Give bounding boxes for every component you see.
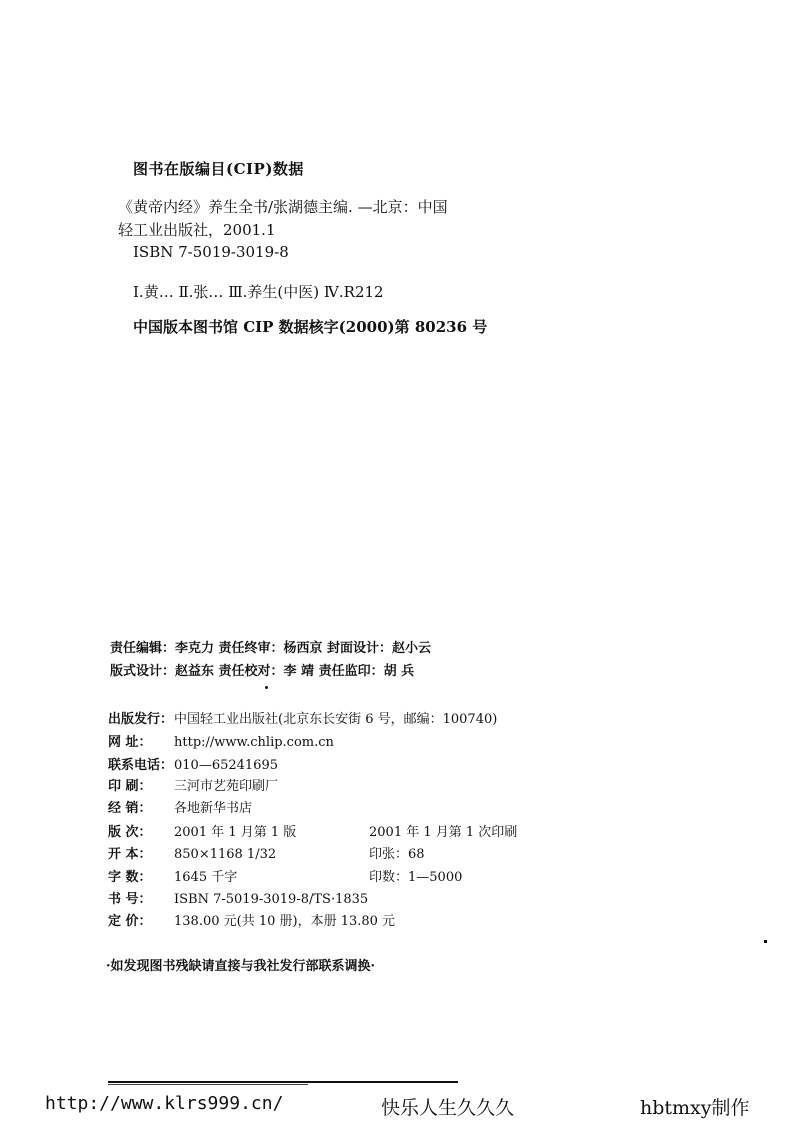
edition-label: 版 次： (108, 825, 152, 840)
cip-title: 图书在版编目(CIP)数据 (133, 160, 304, 178)
phone-label: 联系电话： (108, 758, 174, 773)
publisher-label: 出版发行： (108, 712, 174, 727)
seller-label: 经 销： (108, 801, 152, 816)
price-row (108, 910, 395, 929)
phone-value: 010—65241695 (174, 758, 278, 773)
cip-bibliographic-line-2: 轻工业出版社，2001.1 (118, 221, 276, 239)
seller-value: 各地新华书店 (174, 801, 253, 816)
sheets-value: 印张：68 (369, 847, 425, 862)
credits-line-1: 责任编辑：李克力 责任终审：杨西京 封面设计：赵小云 (110, 641, 432, 656)
publisher-row (108, 708, 497, 727)
website-value: http://www.chlip.com.cn (174, 735, 334, 750)
printer-label: 印 刷： (108, 779, 152, 794)
format-label: 开 本： (108, 847, 152, 862)
edition-value: 2001 年 1 月第 1 版 (174, 825, 297, 840)
credits-line-2: 版式设计：赵益东 责任校对：李 靖 责任监印：胡 兵 (110, 664, 415, 679)
book-number-label: 书 号： (108, 892, 152, 907)
book-number-value: ISBN 7-5019-3019-8/TS·1835 (174, 892, 369, 907)
footer-url[interactable]: http://www.klrs999.cn/ (45, 1093, 284, 1114)
scan-speck (764, 940, 767, 943)
edition-row (108, 821, 296, 840)
words-row (108, 866, 237, 885)
footer-credit: hbtmxy制作 (640, 1097, 750, 1119)
separator-dot (265, 686, 268, 689)
cip-isbn: ISBN 7-5019-3019-8 (133, 243, 289, 261)
book-number-row (108, 888, 368, 907)
words-label: 字 数： (108, 870, 152, 885)
phone-row (108, 754, 278, 773)
cip-core-record: 中国版本图书馆 CIP 数据核字(2000)第 80236 号 (133, 318, 488, 336)
replacement-notice: ·如发现图书残缺请直接与我社发行部联系调换· (106, 959, 376, 974)
footer-rule (108, 1081, 458, 1083)
cip-bibliographic-line-1: 《黄帝内经》养生全书/张湖德主编. —北京：中国 (118, 198, 448, 216)
publisher-value: 中国轻工业出版社(北京东长安街 6 号，邮编：100740) (174, 712, 498, 727)
price-label: 定 价： (108, 914, 152, 929)
seller-row (108, 797, 252, 816)
format-row (108, 843, 276, 862)
price-value: 138.00 元(共 10 册)，本册 13.80 元 (174, 914, 396, 929)
format-value: 850×1168 1/32 (174, 847, 277, 862)
words-value: 1645 千字 (174, 870, 238, 885)
footer-slogan: 快乐人生久久久 (381, 1097, 515, 1119)
footer-rule-shadow (108, 1084, 308, 1085)
printing-value: 2001 年 1 月第 1 次印刷 (369, 825, 518, 840)
copies-value: 印数：1—5000 (369, 870, 463, 885)
cip-classification: Ⅰ.黄… Ⅱ.张… Ⅲ.养生(中医) Ⅳ.R212 (133, 283, 384, 301)
printer-value: 三河市艺苑印刷厂 (174, 779, 279, 794)
website-row (108, 731, 334, 750)
printer-row (108, 775, 278, 794)
website-label: 网 址： (108, 735, 152, 750)
